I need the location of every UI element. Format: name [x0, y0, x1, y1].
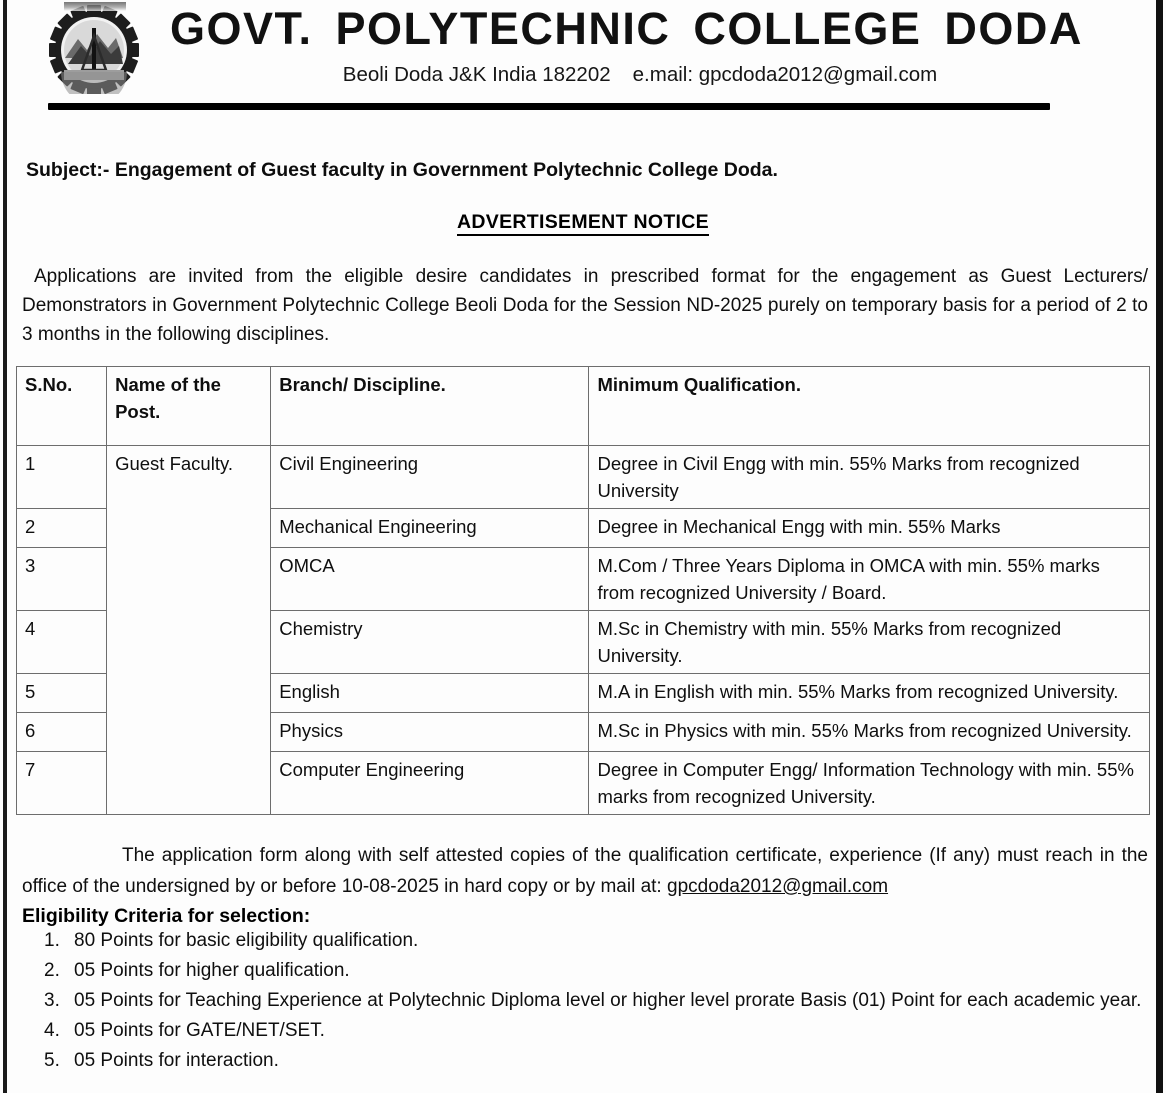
cell-qualification: M.Com / Three Years Diploma in OMCA with min. 55% marks from recognized University / Board. [589, 548, 1150, 611]
column-header-branch: Branch/ Discipline. [271, 367, 589, 446]
letterhead [10, 0, 1150, 100]
college-logo [38, 2, 150, 94]
notice-heading [0, 211, 1166, 234]
cell-qualification: Degree in Civil Engg with min. 55% Marks from recognized University [589, 446, 1150, 509]
email-link[interactable]: gpcdoda2012@gmail.com [667, 876, 889, 897]
notice-heading-text: ADVERTISEMENT NOTICE [457, 211, 709, 236]
subject-line: Subject:- Engagement of Guest faculty in Government Polytechnic College Doda. [26, 159, 778, 181]
college-email: e.mail: gpcdoda2012@gmail.com [632, 63, 938, 86]
cell-branch: Computer Engineering [271, 752, 589, 815]
cell-sno: 5 [17, 674, 107, 713]
list-item-number: 3. [44, 990, 60, 1011]
closing-paragraph [22, 840, 1148, 902]
cell-sno: 7 [17, 752, 107, 815]
intro-paragraph [22, 262, 1148, 349]
cell-qualification: M.Sc in Physics with min. 55% Marks from recognized University. [589, 713, 1150, 752]
list-item [22, 1016, 1148, 1046]
list-item-number: 1. [44, 930, 60, 951]
list-item-text: 05 Points for interaction. [74, 1050, 279, 1071]
cell-sno: 1 [17, 446, 107, 509]
cell-branch: Mechanical Engineering [271, 509, 589, 548]
list-item-text: 05 Points for higher qualification. [74, 960, 350, 981]
column-header-sno: S.No. [17, 367, 107, 446]
cell-sno: 2 [17, 509, 107, 548]
list-item-text: 05 Points for Teaching Experience at Polytechnic Diploma level or higher level prorate Basis (01) Point for each academic year. [74, 990, 1142, 1011]
list-item-text: 80 Points for basic eligibility qualification. [74, 930, 419, 951]
list-item [22, 1046, 1148, 1076]
list-item-number: 4. [44, 1020, 60, 1041]
disciplines-table [16, 366, 1150, 815]
intro-text: Applications are invited from the eligible desire candidates in prescribed format for the engagement as Guest Lecturers/ Demonstrators in Government Polytechnic College Beoli Doda for the Session ND-2025 purely on temporary basis for a period of 2 to 3 months in the following disciplines. [22, 266, 1148, 345]
college-address-text: Beoli Doda J&K India 182202 [342, 63, 611, 86]
cell-sno: 6 [17, 713, 107, 752]
cell-branch: English [271, 674, 589, 713]
cell-qualification: Degree in Mechanical Engg with min. 55% Marks [589, 509, 1150, 548]
closing-text: The application form along with self attested copies of the qualification certificate, experience (If any) must reach in the office of the undersigned by or before 10-08-2025 in hard copy or by mail at: [22, 845, 1148, 897]
list-item-number: 2. [44, 960, 60, 981]
column-header-qualification: Minimum Qualification. [589, 367, 1150, 446]
eligibility-criteria-heading: Eligibility Criteria for selection: [22, 905, 311, 927]
list-item [22, 956, 1148, 986]
cell-qualification: Degree in Computer Engg/ Information Technology with min. 55% marks from recognized University. [589, 752, 1150, 815]
cell-sno: 4 [17, 611, 107, 674]
list-item [22, 926, 1148, 956]
college-address-line [170, 62, 1110, 88]
page-border-left [3, 0, 7, 1093]
eligibility-criteria-list [22, 926, 1148, 1076]
gear-emblem-icon [38, 2, 150, 94]
table-row [17, 446, 1150, 509]
list-item [22, 986, 1148, 1016]
cell-qualification: M.Sc in Chemistry with min. 55% Marks from recognized University. [589, 611, 1150, 674]
college-title: GOVT. POLYTECHNIC COLLEGE DODA [170, 3, 1083, 54]
cell-branch: Physics [271, 713, 589, 752]
page-border-right [1156, 0, 1163, 1093]
cell-branch: OMCA [271, 548, 589, 611]
table-header-row [17, 367, 1150, 446]
logo-cropped-text-artifact [64, 2, 126, 11]
cell-post-merged: Guest Faculty. [107, 446, 271, 815]
cell-branch: Chemistry [271, 611, 589, 674]
list-item-text: 05 Points for GATE/NET/SET. [74, 1020, 325, 1041]
column-header-post: Name of the Post. [107, 367, 271, 446]
cell-branch: Civil Engineering [271, 446, 589, 509]
cell-sno: 3 [17, 548, 107, 611]
cell-qualification: M.A in English with min. 55% Marks from recognized University. [589, 674, 1150, 713]
list-item-number: 5. [44, 1050, 60, 1071]
letterhead-divider [48, 103, 1050, 110]
